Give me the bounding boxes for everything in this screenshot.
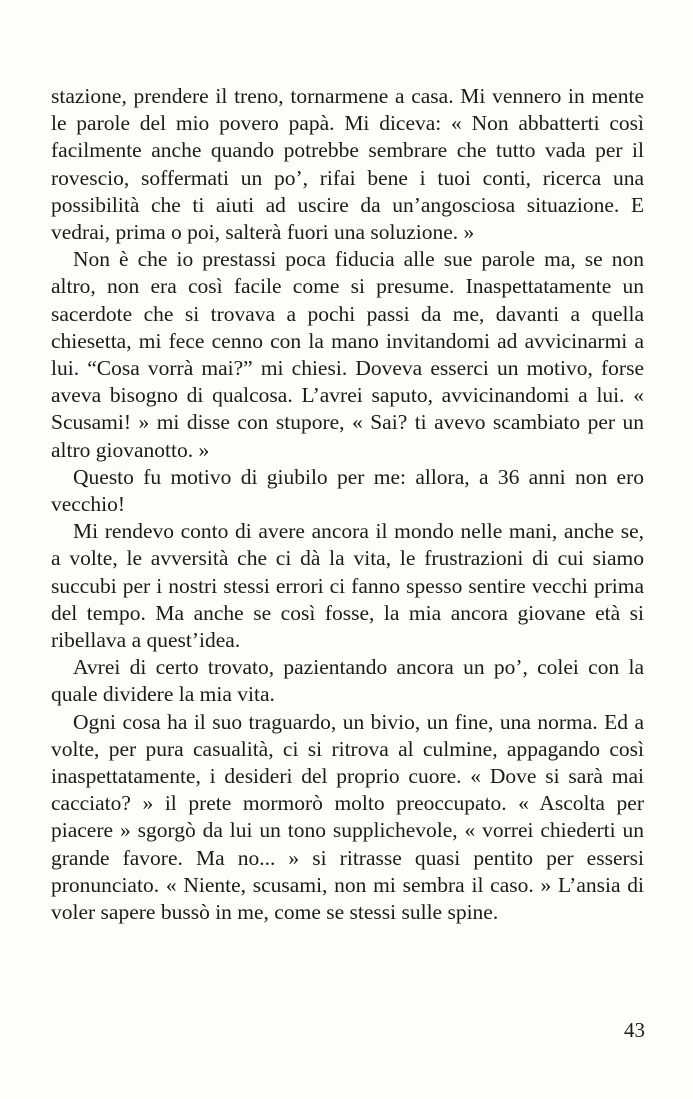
body-text (51, 83, 644, 926)
paragraph-6: Ogni cosa ha il suo traguardo, un bivio, un fine, una norma. Ed a volte, per pura casualità, ci si ritrova al culmine, appagando così inaspettatamente, i desideri del proprio cuore. « Dove si sarà mai cacciato? » il prete mormorò molto preoccupato. « Ascolta per piacere » sgorgò da lui un tono supplichevole, « vorrei chiederti un grande favore. Ma no... » si ritrasse quasi pentito per essersi pronunciato. « Niente, scusami, non mi sembra il caso. » L’ansia di voler sapere bussò in me, come se stessi sulle spine. (51, 709, 644, 925)
paragraph-2: Non è che io prestassi poca fiducia alle sue parole ma, se non altro, non era così facile come si presume. Inaspettatamente un sacerdote che si trovava a pochi passi da me, davanti a quella chiesetta, mi fece cenno con la mano invitandomi ad avvicinarmi a lui. “Cosa vorrà mai?” mi chiesi. Doveva esserci un motivo, forse aveva bisogno di qualcosa. L’avrei saputo, avvicinandomi a lui. « Scusami! » mi disse con stupore, « Sai? ti avevo scambiato per un altro giovanotto. » (51, 247, 644, 462)
page-number: 43 (624, 1018, 645, 1042)
paragraph-1: stazione, prendere il treno, tornarmene a casa. Mi vennero in mente le parole del mio povero papà. Mi diceva: « Non abbatterti così facilmente anche quando potrebbe sembrare che tutto vada per il rovescio, soffermati un po’, rifai bene i tuoi conti, ricerca una possibilità che ti aiuti ad uscire da un’angosciosa situazione. E vedrai, prima o poi, salterà fuori una soluzione. » (51, 84, 644, 245)
paragraph-5: Avrei di certo trovato, pazientando ancora un po’, colei con la quale dividere la mia vita. (51, 655, 644, 707)
paragraph-4: Mi rendevo conto di avere ancora il mondo nelle mani, anche se, a volte, le avversità che ci dà la vita, le frustrazioni di cui siamo succubi per i nostri stessi errori ci fanno spesso sentire vecchi prima del tempo. Ma anche se così fosse, la mia ancora giovane età si ribellava a quest’idea. (51, 519, 644, 653)
paragraph-3: Questo fu motivo di giubilo per me: allora, a 36 anni non ero vecchio! (51, 464, 644, 517)
